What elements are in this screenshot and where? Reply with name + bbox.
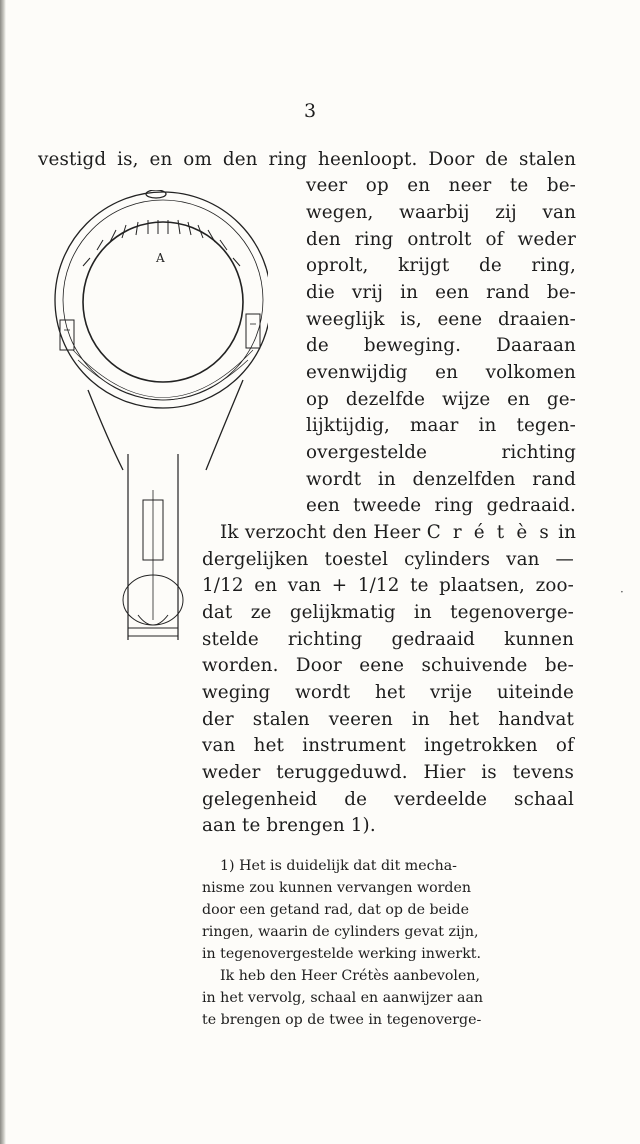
body-line-20: worden. Door eene schuivende be- [202, 655, 574, 676]
body-line-1: vestigd is, en om den ring heenloopt. Door de stalen [38, 149, 576, 170]
inner-dial [83, 222, 243, 382]
body-line-25: gelegenheid de verdeelde schaal [202, 789, 574, 810]
page-number: 3 [303, 100, 317, 122]
footnote-line-8: te brengen op de twee in tegenoverge- [202, 1012, 482, 1028]
footnote-line-7: in het vervolg, schaal en aanwijzer aan [202, 990, 484, 1006]
body-line-21: weging wordt het vrije uiteinde [202, 682, 574, 703]
body-line-4: den ring ontrolt of weder [306, 229, 576, 250]
footnote-line-2: nisme zou kunnen vervangen worden [202, 880, 472, 896]
body-line-9: evenwijdig en volkomen [306, 362, 576, 383]
body-line-22: der stalen veeren in het handvat [202, 709, 574, 730]
footnote-line-5: in tegenovergestelde werking inwerkt. [202, 946, 482, 962]
handle-base [128, 628, 178, 636]
body-line-15 [220, 520, 576, 546]
body-line-3: wegen, waarbij zij van [306, 202, 576, 223]
body-line-10: op dezelfde wijze en ge- [306, 389, 576, 410]
body-line-6: die vrij in een rand be- [306, 282, 576, 303]
footnote-line-3: door een getand rad, dat op de beide [202, 902, 469, 918]
body-line-11: lijktijdig, maar in tegen- [306, 415, 576, 436]
body-line-5: oprolt, krijgt de ring, [306, 255, 576, 276]
footnote-line-4: ringen, waarin de cylinders gevat zijn, [202, 924, 479, 940]
left-bracket [60, 320, 74, 350]
lower-shading-arc [78, 360, 248, 400]
body-line-23: van het instrument ingetrokken of [202, 735, 574, 756]
apparatus-illustration [28, 190, 268, 640]
body-line-14: een tweede ring gedraaid. [306, 495, 576, 516]
neck-right [206, 380, 243, 470]
footnote-line-6: Ik heb den Heer Crétès aanbevolen, [220, 968, 481, 984]
body-line-7: weeglijk is, eene draaien- [306, 309, 576, 330]
body-line-2: veer op en neer te be- [306, 175, 576, 196]
body-line-24: weder teruggeduwd. Hier is tevens [202, 762, 574, 783]
top-knob [146, 190, 166, 198]
figure-label-a: A [156, 251, 165, 265]
neck-left [88, 390, 123, 470]
outer-ring-inner-edge [63, 200, 263, 400]
body-line-15-start: Ik verzocht den Heer [220, 522, 427, 543]
body-line-13: wordt in denzelfden rand [306, 469, 576, 490]
body-line-26: aan te brengen 1). [202, 815, 376, 836]
body-line-8: de beweging. Daaraan [306, 335, 576, 356]
body-line-17: 1/12 en van + 1/12 te plaatsen, zoo- [202, 575, 574, 596]
footnote-line-1: 1) Het is duidelijk dat dit mecha- [220, 858, 457, 874]
outer-ring [55, 192, 268, 408]
body-line-16: dergelijken toestel cylinders van — [202, 549, 574, 570]
name-cretes: C r é t è s [426, 522, 552, 543]
body-line-19: stelde richting gedraaid kunnen [202, 629, 574, 650]
body-line-18: dat ze gelijkmatig in tegenoverge- [202, 602, 574, 623]
margin-speck: · [620, 585, 624, 599]
body-line-15-end: in [551, 522, 576, 543]
binding-edge [0, 0, 6, 1144]
body-line-12: overgestelde richting [306, 442, 576, 463]
